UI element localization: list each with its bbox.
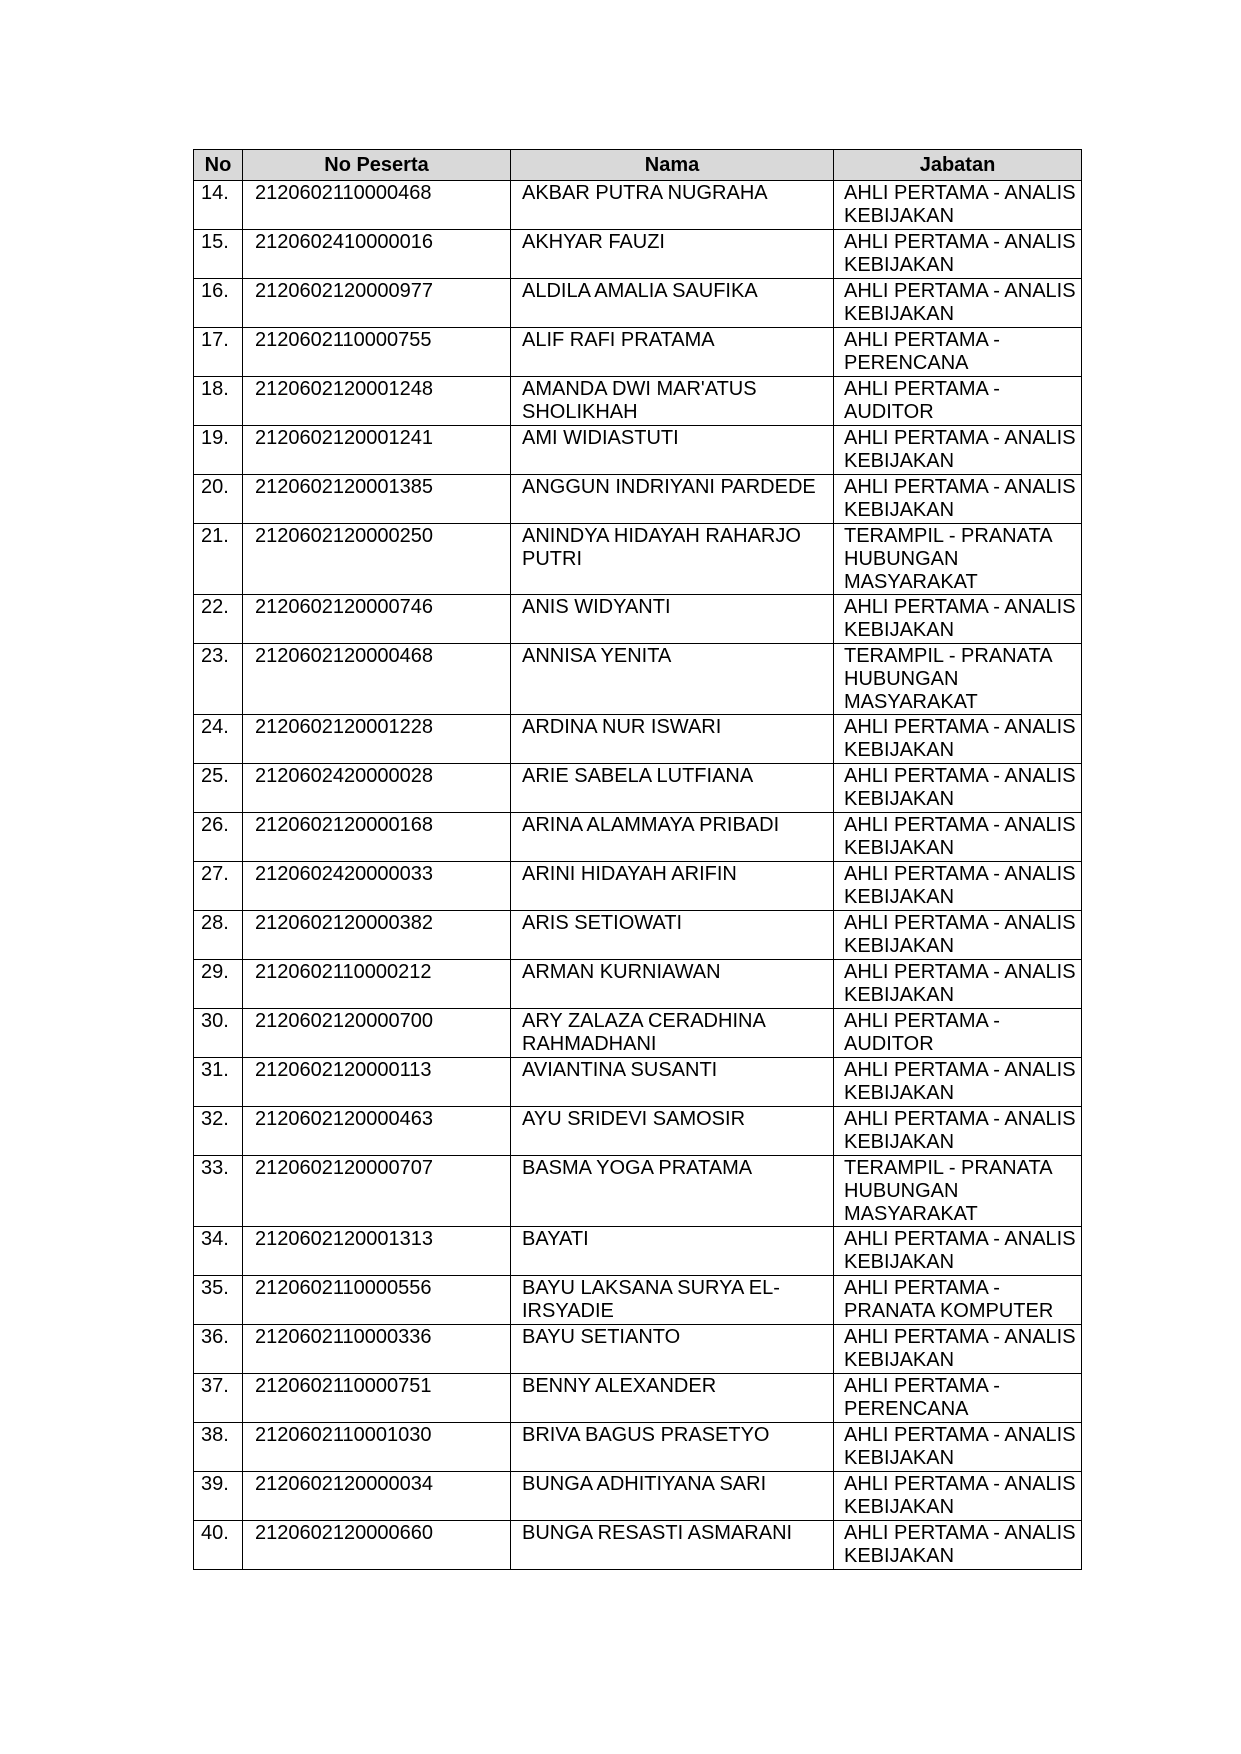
cell-nama: BAYATI <box>511 1227 834 1276</box>
cell-no: 20. <box>194 475 243 524</box>
cell-nama: AMANDA DWI MAR'ATUS SHOLIKHAH <box>511 377 834 426</box>
table-row <box>194 1325 1082 1374</box>
table-row <box>194 813 1082 862</box>
cell-jabatan: TERAMPIL - PRANATA HUBUNGAN MASYARAKAT <box>834 1156 1082 1227</box>
cell-jabatan: AHLI PERTAMA - ANALIS KEBIJAKAN <box>834 230 1082 279</box>
header-row <box>194 150 1082 181</box>
cell-no-peserta: 2120602120000707 <box>243 1156 511 1227</box>
cell-no-peserta: 2120602410000016 <box>243 230 511 279</box>
cell-jabatan: AHLI PERTAMA - ANALIS KEBIJAKAN <box>834 960 1082 1009</box>
cell-jabatan: AHLI PERTAMA - ANALIS KEBIJAKAN <box>834 475 1082 524</box>
cell-no-peserta: 2120602120001248 <box>243 377 511 426</box>
cell-jabatan: AHLI PERTAMA - ANALIS KEBIJAKAN <box>834 715 1082 764</box>
table-row <box>194 715 1082 764</box>
cell-no-peserta: 2120602110000212 <box>243 960 511 1009</box>
cell-no-peserta: 2120602120000168 <box>243 813 511 862</box>
table-row <box>194 862 1082 911</box>
cell-nama: BENNY ALEXANDER <box>511 1374 834 1423</box>
cell-jabatan: AHLI PERTAMA - PERENCANA <box>834 328 1082 377</box>
cell-jabatan: AHLI PERTAMA - AUDITOR <box>834 1009 1082 1058</box>
cell-nama: BAYU LAKSANA SURYA EL-IRSYADIE <box>511 1276 834 1325</box>
cell-no: 14. <box>194 181 243 230</box>
header-nama: Nama <box>511 150 834 181</box>
table-row <box>194 279 1082 328</box>
cell-nama: ANGGUN INDRIYANI PARDEDE <box>511 475 834 524</box>
cell-no-peserta: 2120602120000382 <box>243 911 511 960</box>
table-row <box>194 911 1082 960</box>
cell-no: 38. <box>194 1423 243 1472</box>
table-row <box>194 764 1082 813</box>
cell-no: 40. <box>194 1521 243 1570</box>
table-row <box>194 524 1082 595</box>
cell-no: 29. <box>194 960 243 1009</box>
cell-nama: ARIE SABELA LUTFIANA <box>511 764 834 813</box>
cell-nama: AMI WIDIASTUTI <box>511 426 834 475</box>
cell-jabatan: AHLI PERTAMA - ANALIS KEBIJAKAN <box>834 426 1082 475</box>
cell-no-peserta: 2120602120000746 <box>243 595 511 644</box>
cell-jabatan: TERAMPIL - PRANATA HUBUNGAN MASYARAKAT <box>834 644 1082 715</box>
cell-nama: ARINA ALAMMAYA PRIBADI <box>511 813 834 862</box>
cell-nama: AKHYAR FAUZI <box>511 230 834 279</box>
table-row <box>194 475 1082 524</box>
cell-no: 39. <box>194 1472 243 1521</box>
cell-jabatan: TERAMPIL - PRANATA HUBUNGAN MASYARAKAT <box>834 524 1082 595</box>
cell-no-peserta: 2120602120001313 <box>243 1227 511 1276</box>
cell-nama: BASMA YOGA PRATAMA <box>511 1156 834 1227</box>
cell-no: 19. <box>194 426 243 475</box>
cell-nama: ARIS SETIOWATI <box>511 911 834 960</box>
cell-nama: ARINI HIDAYAH ARIFIN <box>511 862 834 911</box>
cell-jabatan: AHLI PERTAMA - ANALIS KEBIJAKAN <box>834 1107 1082 1156</box>
table-row <box>194 1009 1082 1058</box>
cell-no: 32. <box>194 1107 243 1156</box>
table-row <box>194 426 1082 475</box>
cell-no: 24. <box>194 715 243 764</box>
table-header <box>194 150 1082 181</box>
cell-nama: BUNGA RESASTI ASMARANI <box>511 1521 834 1570</box>
cell-nama: AKBAR PUTRA NUGRAHA <box>511 181 834 230</box>
cell-no-peserta: 2120602120001241 <box>243 426 511 475</box>
cell-no-peserta: 2120602120000250 <box>243 524 511 595</box>
cell-no: 16. <box>194 279 243 328</box>
table-row <box>194 328 1082 377</box>
cell-nama: AVIANTINA SUSANTI <box>511 1058 834 1107</box>
cell-no: 27. <box>194 862 243 911</box>
cell-no: 36. <box>194 1325 243 1374</box>
table-row <box>194 377 1082 426</box>
cell-no-peserta: 2120602120000034 <box>243 1472 511 1521</box>
cell-no-peserta: 2120602120000660 <box>243 1521 511 1570</box>
table-row <box>194 1521 1082 1570</box>
cell-jabatan: AHLI PERTAMA - AUDITOR <box>834 377 1082 426</box>
cell-nama: ANIS WIDYANTI <box>511 595 834 644</box>
cell-no: 34. <box>194 1227 243 1276</box>
cell-nama: ARY ZALAZA CERADHINA RAHMADHANI <box>511 1009 834 1058</box>
cell-jabatan: AHLI PERTAMA - ANALIS KEBIJAKAN <box>834 1227 1082 1276</box>
table-row <box>194 230 1082 279</box>
cell-no-peserta: 2120602110000751 <box>243 1374 511 1423</box>
cell-jabatan: AHLI PERTAMA - ANALIS KEBIJAKAN <box>834 279 1082 328</box>
cell-no: 22. <box>194 595 243 644</box>
cell-no: 17. <box>194 328 243 377</box>
table-row <box>194 181 1082 230</box>
cell-no: 23. <box>194 644 243 715</box>
cell-no: 28. <box>194 911 243 960</box>
table-body <box>194 181 1082 1570</box>
cell-no: 31. <box>194 1058 243 1107</box>
cell-nama: ALIF RAFI PRATAMA <box>511 328 834 377</box>
cell-jabatan: AHLI PERTAMA - PRANATA KOMPUTER <box>834 1276 1082 1325</box>
header-no: No <box>194 150 243 181</box>
cell-nama: ANNISA YENITA <box>511 644 834 715</box>
cell-jabatan: AHLI PERTAMA - ANALIS KEBIJAKAN <box>834 1058 1082 1107</box>
cell-no-peserta: 2120602120001228 <box>243 715 511 764</box>
cell-no-peserta: 2120602420000028 <box>243 764 511 813</box>
cell-no-peserta: 2120602120000468 <box>243 644 511 715</box>
cell-jabatan: AHLI PERTAMA - ANALIS KEBIJAKAN <box>834 1325 1082 1374</box>
table-row <box>194 1276 1082 1325</box>
cell-no-peserta: 2120602110000556 <box>243 1276 511 1325</box>
cell-jabatan: AHLI PERTAMA - ANALIS KEBIJAKAN <box>834 1472 1082 1521</box>
cell-jabatan: AHLI PERTAMA - ANALIS KEBIJAKAN <box>834 862 1082 911</box>
cell-no-peserta: 2120602120000463 <box>243 1107 511 1156</box>
cell-no: 21. <box>194 524 243 595</box>
cell-nama: ARDINA NUR ISWARI <box>511 715 834 764</box>
cell-no-peserta: 2120602110000336 <box>243 1325 511 1374</box>
cell-jabatan: AHLI PERTAMA - ANALIS KEBIJAKAN <box>834 181 1082 230</box>
cell-no: 35. <box>194 1276 243 1325</box>
table-row <box>194 1423 1082 1472</box>
cell-no-peserta: 2120602110000468 <box>243 181 511 230</box>
cell-no: 33. <box>194 1156 243 1227</box>
cell-no: 26. <box>194 813 243 862</box>
cell-no: 15. <box>194 230 243 279</box>
cell-no-peserta: 2120602110000755 <box>243 328 511 377</box>
cell-no: 30. <box>194 1009 243 1058</box>
cell-no-peserta: 2120602120001385 <box>243 475 511 524</box>
cell-jabatan: AHLI PERTAMA - ANALIS KEBIJAKAN <box>834 595 1082 644</box>
table-row <box>194 644 1082 715</box>
table-row <box>194 1374 1082 1423</box>
cell-nama: BAYU SETIANTO <box>511 1325 834 1374</box>
participant-table <box>193 149 1082 1570</box>
cell-no-peserta: 2120602120000700 <box>243 1009 511 1058</box>
cell-nama: BUNGA ADHITIYANA SARI <box>511 1472 834 1521</box>
table-row <box>194 1058 1082 1107</box>
table-row <box>194 1107 1082 1156</box>
cell-jabatan: AHLI PERTAMA - ANALIS KEBIJAKAN <box>834 813 1082 862</box>
cell-no-peserta: 2120602420000033 <box>243 862 511 911</box>
cell-no-peserta: 2120602120000113 <box>243 1058 511 1107</box>
cell-nama: ANINDYA HIDAYAH RAHARJO PUTRI <box>511 524 834 595</box>
table-row <box>194 595 1082 644</box>
table-row <box>194 1472 1082 1521</box>
table-row <box>194 1227 1082 1276</box>
cell-jabatan: AHLI PERTAMA - ANALIS KEBIJAKAN <box>834 1521 1082 1570</box>
header-jabatan: Jabatan <box>834 150 1082 181</box>
cell-nama: ALDILA AMALIA SAUFIKA <box>511 279 834 328</box>
cell-no: 37. <box>194 1374 243 1423</box>
cell-jabatan: AHLI PERTAMA - PERENCANA <box>834 1374 1082 1423</box>
cell-no: 18. <box>194 377 243 426</box>
cell-nama: BRIVA BAGUS PRASETYO <box>511 1423 834 1472</box>
table-row <box>194 960 1082 1009</box>
cell-no-peserta: 2120602120000977 <box>243 279 511 328</box>
cell-nama: ARMAN KURNIAWAN <box>511 960 834 1009</box>
header-no-peserta: No Peserta <box>243 150 511 181</box>
cell-nama: AYU SRIDEVI SAMOSIR <box>511 1107 834 1156</box>
cell-jabatan: AHLI PERTAMA - ANALIS KEBIJAKAN <box>834 1423 1082 1472</box>
cell-no: 25. <box>194 764 243 813</box>
cell-jabatan: AHLI PERTAMA - ANALIS KEBIJAKAN <box>834 911 1082 960</box>
cell-jabatan: AHLI PERTAMA - ANALIS KEBIJAKAN <box>834 764 1082 813</box>
cell-no-peserta: 2120602110001030 <box>243 1423 511 1472</box>
table-row <box>194 1156 1082 1227</box>
